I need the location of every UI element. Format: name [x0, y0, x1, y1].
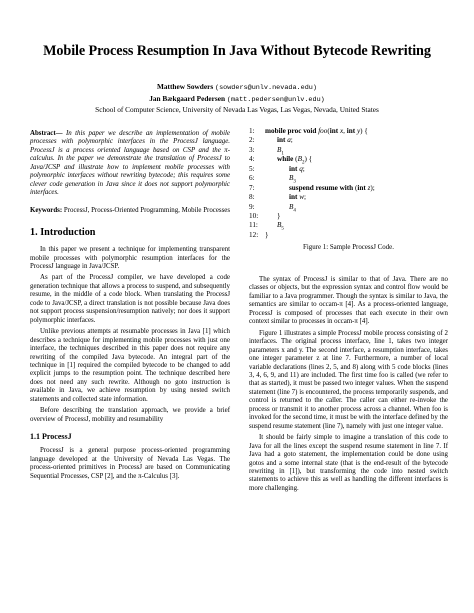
code-text: $B_1$	[277, 145, 284, 157]
keywords-text: ProcessJ, Process-Oriented Programming, Mobile Processes	[63, 206, 231, 214]
code-line: 10: }	[249, 211, 281, 220]
intro-paragraph-2: As part of the ProcessJ compiler, we have developed a code generation technique that allows a process to suspend, and subsequently resume, in the middle of a code block. When translating the ProcessJ code to Java/JCSP, a direct translation is not possible because Java does not support process suspension/resumption natively; nor does it support polymorphic interfaces.	[30, 274, 230, 324]
code-line: 9: $B_4$	[249, 203, 449, 212]
abstract-label: Abstract—	[30, 130, 63, 137]
author-2-line	[0, 94, 474, 106]
author-2-name: Jan Bækgaard Pedersen	[149, 93, 226, 103]
abstract	[30, 130, 230, 198]
code-text: int q;	[289, 164, 305, 173]
code-text: }	[277, 211, 281, 220]
intro-paragraph-3: Unlike previous attempts at resumable processes in Java [1] which describes a technique for implementing mobile processes with just one interface, the techniques described in this paper does not require any rewriting of the compiled Java bytecode. An integral part of the technique in [1] required the compiled bytecode to be changed to add explicit jumps to the resumption point. The technique described here does not need any such rewrite. Although no goto instruction is available in Java, we achieve resumption by using nested switch statements and collected state information.	[30, 328, 230, 403]
code-line: 6: $B_3$	[249, 174, 449, 183]
right-paragraph-1: The syntax of ProcessJ is similar to that of Java. There are no classes or objects, but the expression syntax and control flow would be familiar to a Java programmer. Though the syntax is similar to Java, the semantics are similar to occam-π [4]. As a process-oriented language, ProcessJ is composed of processes that each execute in their own context similar to processes in occam-π [4].	[249, 276, 448, 326]
keywords	[30, 207, 230, 215]
code-line: 12: }	[249, 230, 269, 239]
processj-paragraph: ProcessJ is a general purpose process-oriented programming language developed at the University of Nevada Las Vegas. The process-oriented primitives in ProcessJ are based on Communicating Sequential Processes, CSP [2], and the π-Calculus [3].	[30, 447, 230, 480]
code-line: 5: int q;	[249, 164, 305, 173]
author-block	[0, 82, 474, 116]
code-text: $B_3$	[289, 174, 296, 185]
code-text: int w;	[289, 193, 306, 202]
author-2-email: (matt.pedersen@unlv.edu)	[226, 95, 325, 104]
code-line: 11: $B_5$	[249, 221, 449, 230]
author-1-line	[0, 82, 474, 94]
code-line: 2: int a;	[249, 136, 293, 145]
code-line: 1: mobile proc void foo(int x, int y) {	[249, 127, 368, 135]
right-paragraph-3: It should be fairly simple to imagine a translation of this code to Java for all the lines except the suspend resume statement in line 7. If Java had a goto statement, the implementation could be done using gotos and a some internal state (that is the end-result of the bytecode rewriting in [1]), but transforming the code into nested switch statements to achieve this as well as handling the different interfaces is more challenging.	[249, 434, 448, 492]
code-line: 7: suspend resume with (int z);	[249, 183, 375, 192]
affiliation: School of Computer Science, University of Nevada Las Vegas, Las Vegas, Nevada, United States	[95, 105, 379, 114]
left-column	[30, 130, 230, 481]
code-text: }	[265, 230, 269, 239]
code-text: int a;	[277, 136, 293, 145]
paper-title: Mobile Process Resumption In Java Without Bytecode Rewriting	[43, 43, 431, 59]
right-paragraph-2: Figure 1 illustrates a simple ProcessJ mobile process consisting of 2 interfaces. The original process interface, line 1, takes two integer parameters x and y. The second interface, a resumption interface, takes one integer parameter z at line 7. Furthermore, a number of local variable declarations (lines 2, 5, and 8) along with 5 code blocks (lines 3, 4, 6, 9, and 11) are included. The first time foo is called (we refer to that as started), it must be passed two integer values. When the suspend statement (line 7) is encountered, the process temporarily suspends, and control is returned to the caller. The caller can either re-invoke the process or transmit it to another process across a channel. When foo is invoked for the second time, it must be with the interface defined by the suspend resume statement (line 7), namely with just one integer value.	[249, 329, 448, 430]
code-line: 4: while $(B_2)$ {	[249, 155, 449, 164]
figure-caption: Figure 1: Sample ProcessJ Code.	[303, 244, 394, 251]
abstract-text: In this paper we describe an implementation of mobile processes with polymorphic interfaces in the ProcessJ language. ProcessJ is a process oriented language based on CSP and the π-calculus. In the paper we demonstrate the translation of ProcessJ to Java/JCSP and illustrate how to implement mobile processes with polymorphic interfaces without rewriting bytecode; this requires some clever code generation in Java since it does not support polymorphic interfaces.	[30, 130, 230, 197]
right-column	[249, 276, 448, 493]
code-line: 8: int w;	[249, 193, 306, 202]
code-text: $B_4$	[289, 202, 296, 213]
section-heading-processj: 1.1 ProcessJ	[30, 432, 72, 442]
intro-paragraph-1: In this paper we present a technique for implementing transparent mobile processes with polymorphic resumption interfaces for the ProcessJ language in Java/JCSP.	[30, 246, 230, 270]
keywords-label: Keywords:	[30, 206, 63, 214]
code-text: while $(B_2)$ {	[277, 155, 313, 166]
code-line: 3: $B_1$	[249, 146, 449, 155]
code-text: mobile proc void foo(int x, int y) {	[265, 127, 368, 135]
intro-paragraph-4: Before describing the translation approach, we provide a brief overview of ProcessJ, mobility and resumability	[30, 407, 230, 423]
code-text: suspend resume with (int z);	[289, 183, 375, 192]
code-listing	[249, 127, 449, 240]
code-text: $B_5$	[277, 221, 284, 232]
author-1-name: Matthew Sowders	[157, 82, 214, 91]
author-1-email: (sowders@unlv.nevada.edu)	[214, 84, 317, 92]
section-heading-introduction: 1. Introduction	[30, 227, 96, 239]
